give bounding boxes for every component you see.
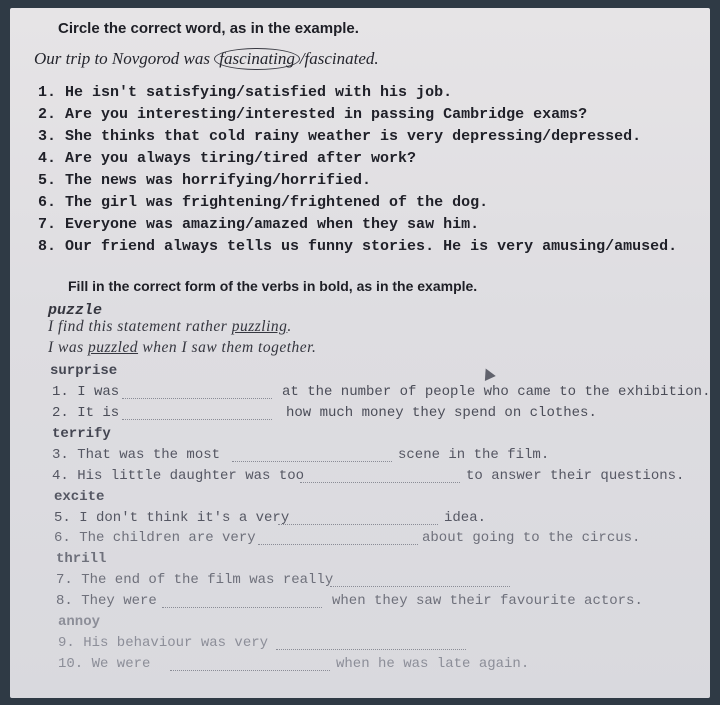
section1-item: 1. He isn't satisfying/satisfied with his job. — [38, 84, 453, 101]
fill-item-left: 3. That was the most — [52, 447, 221, 463]
fill-item-left: 9. His behaviour was very — [58, 635, 269, 651]
section1-item: 7. Everyone was amazing/amazed when they saw him. — [38, 216, 480, 233]
worksheet-page — [10, 8, 710, 698]
fill-item-left: 5. I don't think it's a very — [54, 510, 290, 526]
example-line-1-end: . — [287, 318, 292, 335]
example-line-2-end: when I saw them together. — [138, 339, 317, 356]
example-circled-word: fascinating — [214, 48, 300, 70]
example-line-1-text: I find this statement rather — [48, 318, 232, 335]
answer-blank — [170, 670, 330, 671]
example-line-2-text: I was — [48, 339, 89, 356]
section2-heading: Fill in the correct form of the verbs in bold, as in the example. — [68, 278, 478, 294]
fill-item-right: how much money they spend on clothes. — [286, 405, 597, 421]
example-text-after: /fascinated. — [299, 49, 379, 68]
answer-blank — [300, 482, 460, 483]
section1-item: 3. She thinks that cold rainy weather is very depressing/depressed. — [38, 128, 642, 145]
section1-item: 5. The news was horrifying/horrified. — [38, 172, 372, 189]
example-line-1 — [48, 318, 292, 336]
answer-blank — [278, 524, 438, 525]
section1-heading: Circle the correct word, as in the example. — [58, 20, 359, 37]
answer-blank — [122, 419, 272, 420]
verb-cue: annoy — [58, 614, 101, 630]
verb-cue: surprise — [50, 363, 118, 379]
answer-blank — [232, 461, 392, 462]
answer-blank — [122, 398, 272, 399]
verb-cue: excite — [54, 489, 105, 505]
section1-item: 6. The girl was frightening/frightened of the dog. — [38, 194, 489, 211]
fill-item-right: at the number of people who came to the exhibition. — [282, 384, 711, 400]
fill-item-right: to answer their questions. — [466, 468, 685, 484]
verb-cue: thrill — [56, 551, 107, 567]
example-verb: puzzle — [48, 302, 103, 319]
fill-item-left: 8. They were — [56, 593, 157, 609]
verb-cue: terrify — [52, 426, 111, 442]
fill-item-left: 6. The children are very — [54, 530, 256, 546]
fill-item-right: scene in the film. — [398, 447, 550, 463]
fill-item-left: 4. His little daughter was too — [52, 468, 305, 484]
section1-item: 4. Are you always tiring/tired after work? — [38, 150, 417, 167]
answer-blank — [258, 544, 418, 545]
answer-blank — [162, 607, 322, 608]
section1-item: 8. Our friend always tells us funny stories. He is very amusing/amused. — [38, 238, 678, 255]
fill-item-right: about going to the circus. — [422, 530, 641, 546]
answer-blank — [330, 586, 510, 587]
example-line-2 — [48, 339, 316, 357]
fill-item-left: 10. We were — [58, 656, 151, 672]
section1-example — [34, 48, 379, 70]
fill-item-right: idea. — [444, 510, 487, 526]
fill-item-right: when he was late again. — [336, 656, 530, 672]
mouse-cursor-icon — [480, 366, 496, 381]
example-line-1-answer: puzzling — [231, 318, 288, 335]
example-line-2-answer: puzzled — [88, 339, 139, 356]
section1-item: 2. Are you interesting/interested in passing Cambridge exams? — [38, 106, 588, 123]
fill-item-left: 7. The end of the film was really — [56, 572, 334, 588]
answer-blank — [276, 649, 466, 650]
fill-item-left: 1. I was — [52, 384, 120, 400]
fill-item-left: 2. It is — [52, 405, 120, 421]
fill-item-right: when they saw their favourite actors. — [332, 593, 643, 609]
example-text-before: Our trip to Novgorod was — [34, 49, 215, 68]
